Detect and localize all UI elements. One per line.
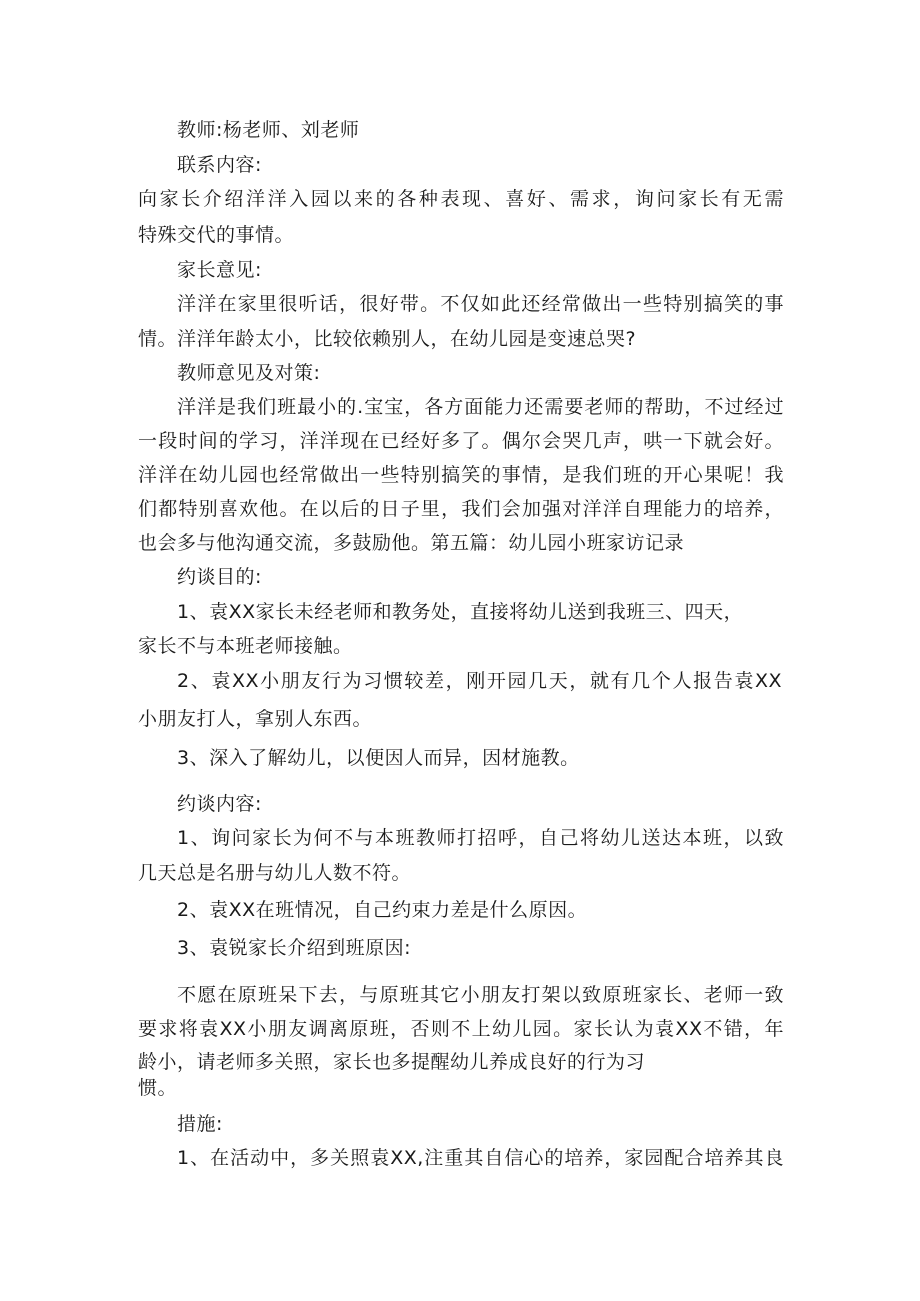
paragraph-line: 一段时间的学习，洋洋现在已经好多了。偶尔会哭几声，哄一下就会好。	[138, 430, 784, 452]
purpose-item-1: 1、袁XX家长未经老师和教务处，直接将幼儿送到我班三、四天，	[177, 601, 744, 623]
parent-opinion-heading: 家长意见:	[177, 259, 262, 281]
paragraph-line: 洋洋在家里很听话，很好带。不仅如此还经常做出一些特别搞笑的事	[177, 293, 784, 315]
paragraph-line: 洋洋在幼儿园也经常做出一些特别搞笑的事情，是我们班的开心果呢！我	[138, 464, 784, 486]
content-item-1: 1、询问家长为何不与本班教师打招呼，自己将幼儿送达本班，以致	[177, 827, 784, 849]
paragraph-line: 龄小，请老师多关照，家长也多提醒幼儿养成良好的行为习	[138, 1051, 646, 1073]
purpose-item-2: 2、袁XX小朋友行为习惯较差，刚开园几天，就有几个人报告袁XX	[177, 670, 782, 692]
paragraph-line: 惯。	[138, 1077, 178, 1099]
measures-item-1: 1、在活动中，多关照袁XX,注重其自信心的培养，家园配合培养其良	[177, 1147, 784, 1169]
purpose-item-1-continued: 家长不与本班老师接触。	[138, 635, 353, 657]
interview-content-heading: 约谈内容:	[177, 793, 262, 815]
teacher-line: 教师:杨老师、刘老师	[177, 119, 360, 141]
purpose-item-2-continued: 小朋友打人，拿别人东西。	[138, 708, 373, 730]
contact-content-heading: 联系内容:	[177, 154, 262, 176]
paragraph-line: 特殊交代的事情。	[138, 224, 295, 246]
paragraph-line: 向家长介绍洋洋入园以来的各种表现、喜好、需求，询问家长有无需	[138, 188, 784, 210]
measures-heading: 措施:	[177, 1113, 223, 1135]
purpose-item-3: 3、深入了解幼儿，以便因人而异，因材施教。	[177, 747, 580, 769]
paragraph-line: 也会多与他沟通交流，多鼓励他。第五篇：幼儿园小班家访记录	[138, 532, 685, 554]
teacher-opinion-heading: 教师意见及对策:	[177, 362, 321, 384]
content-item-1-continued: 几天总是名册与幼儿人数不符。	[138, 862, 412, 884]
paragraph-line: 不愿在原班呆下去，与原班其它小朋友打架以致原班家长、老师一致	[177, 984, 784, 1006]
paragraph-line: 们都特别喜欢他。在以后的日子里，我们会加强对洋洋自理能力的培养，	[138, 498, 784, 520]
paragraph-line: 要求将袁XX小朋友调离原班，否则不上幼儿园。家长认为袁XX不错，年	[138, 1018, 784, 1040]
paragraph-line: 情。洋洋年龄太小，比较依赖别人，在幼儿园是变速总哭?	[138, 328, 637, 350]
interview-purpose-heading: 约谈目的:	[177, 566, 262, 588]
paragraph-line: 洋洋是我们班最小的.宝宝，各方面能力还需要老师的帮助，不过经过	[177, 396, 784, 418]
content-item-3: 3、袁锐家长介绍到班原因:	[177, 937, 411, 959]
content-item-2: 2、袁XX在班情况，自己约束力差是什么原因。	[177, 899, 588, 921]
